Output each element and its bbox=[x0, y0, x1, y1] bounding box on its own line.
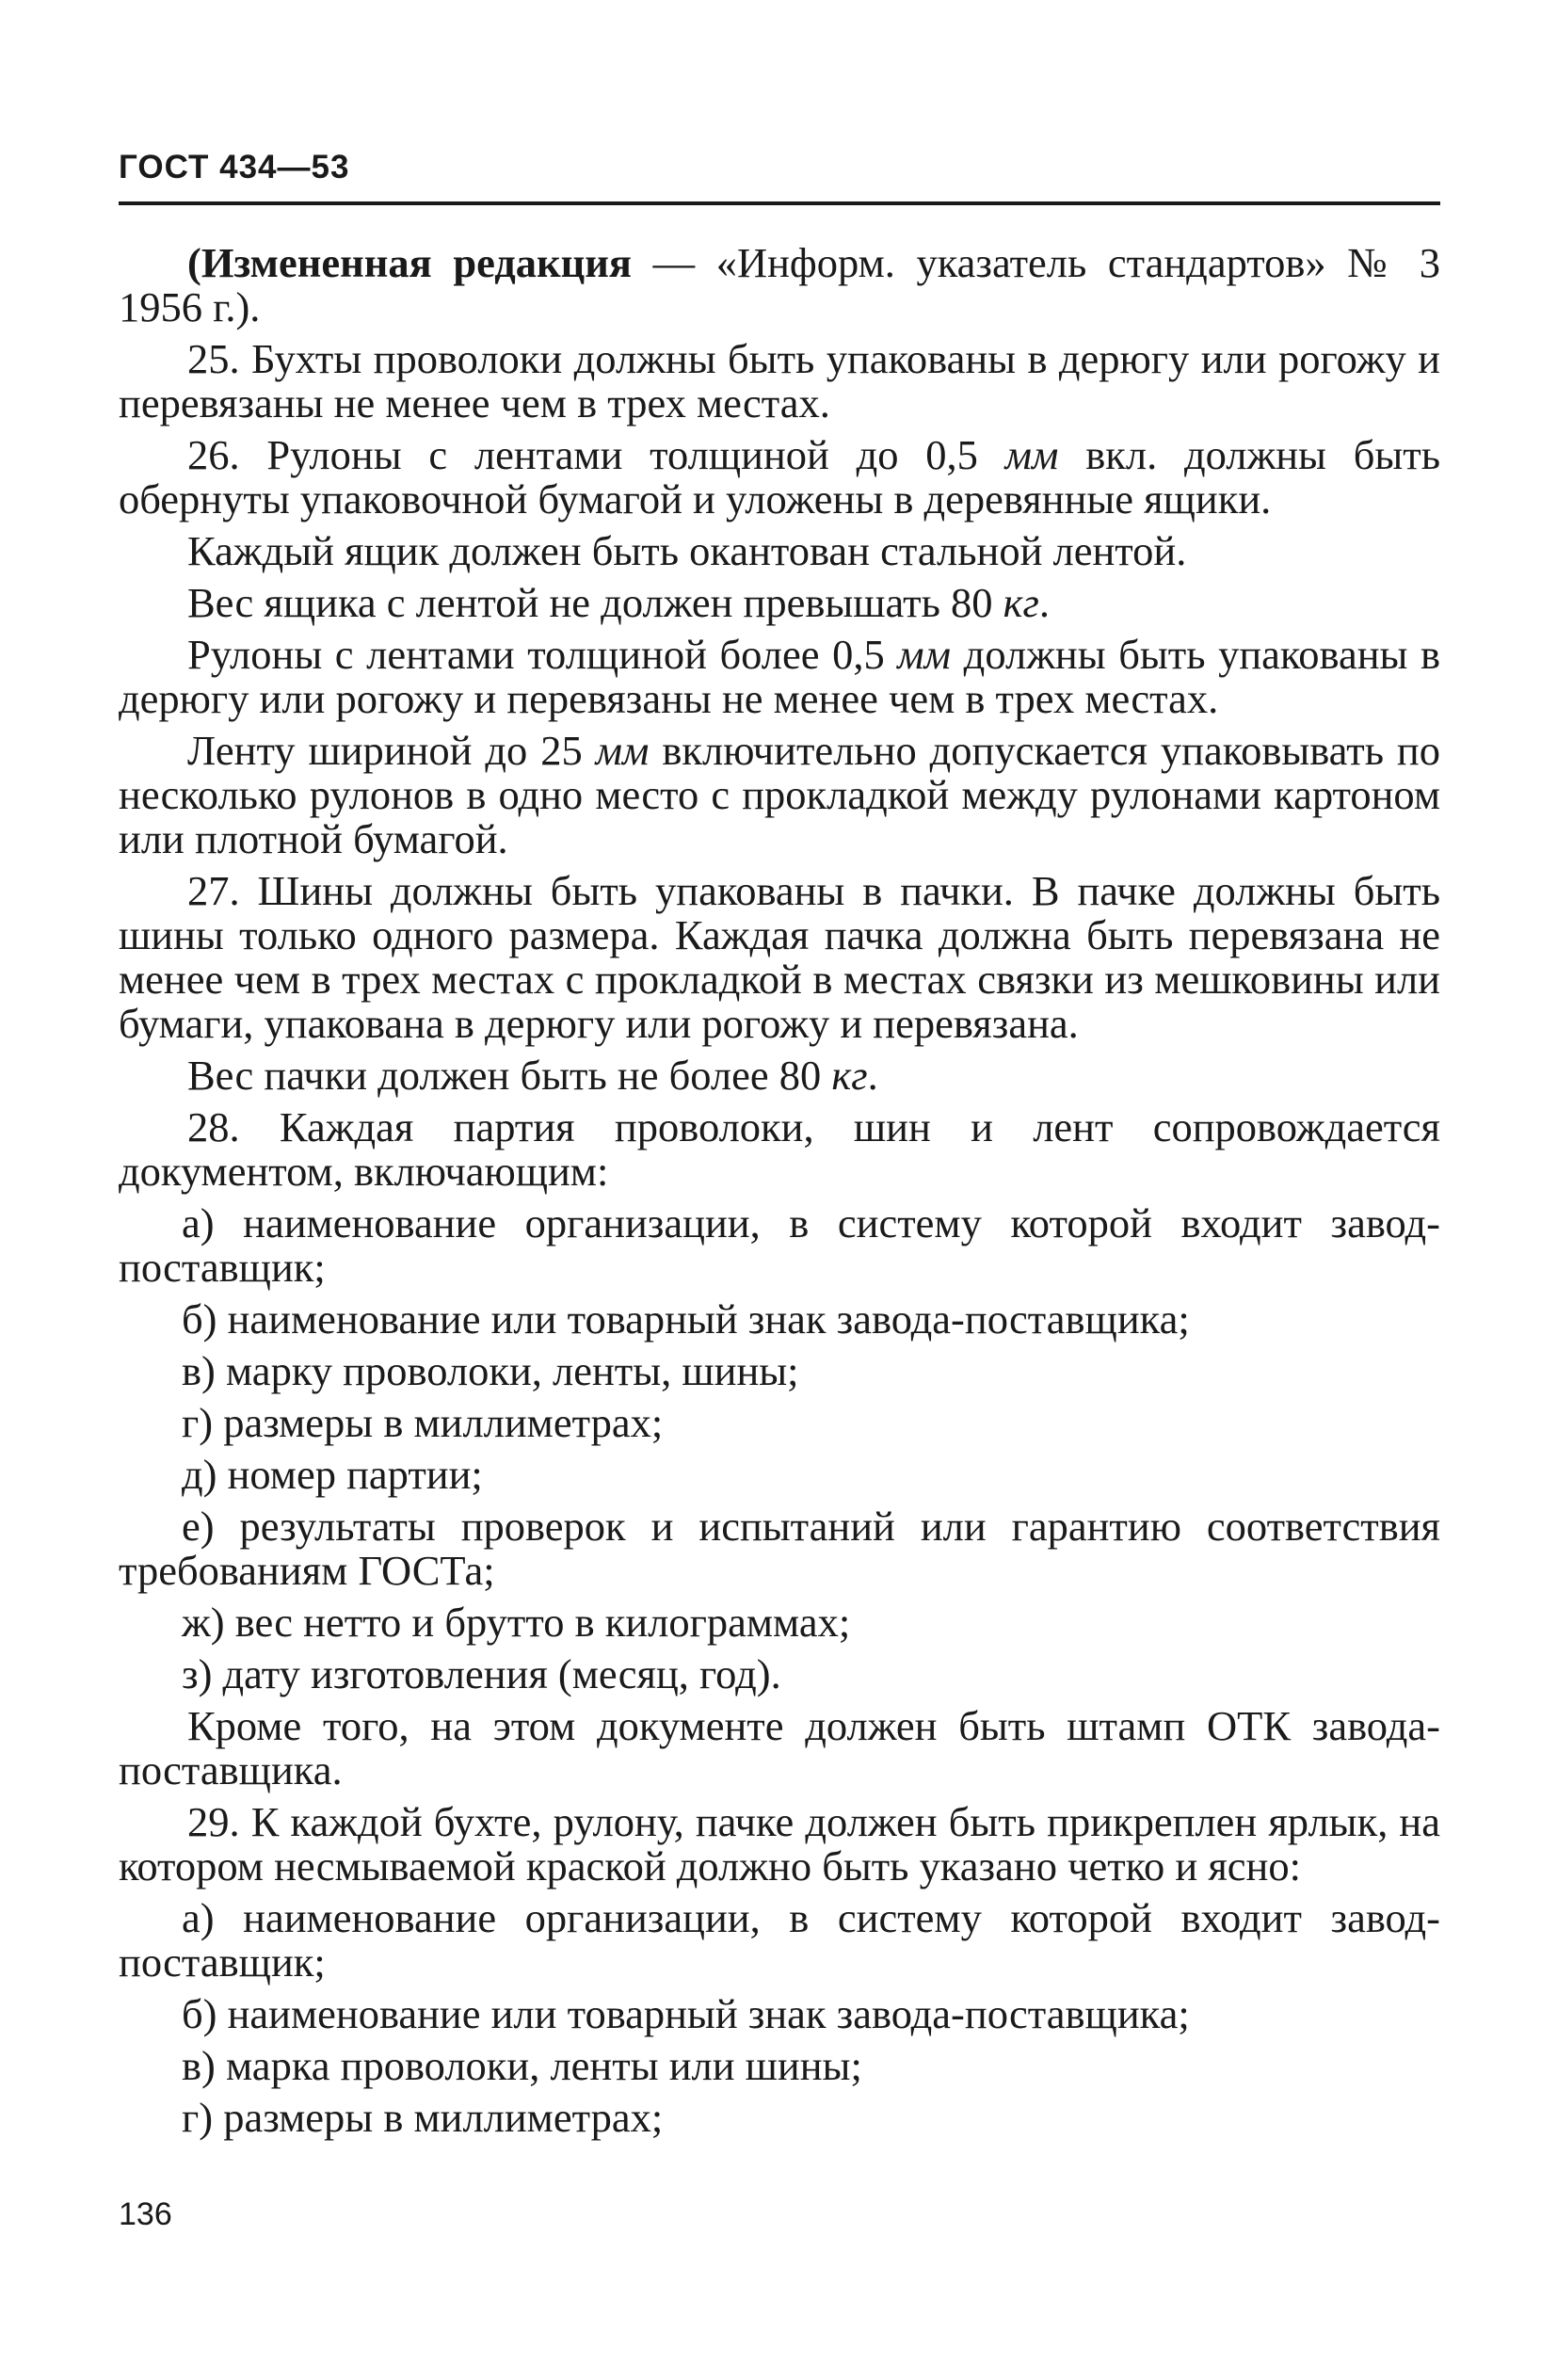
paragraph bbox=[119, 1704, 1440, 1793]
unit-text: мм bbox=[595, 727, 650, 774]
paragraph bbox=[119, 1105, 1440, 1194]
text-run: з) дату изготовления (месяц, год). bbox=[182, 1650, 781, 1697]
list-item bbox=[119, 1401, 1440, 1445]
unit-text: мм bbox=[1004, 431, 1059, 478]
text-run: 28. Каждая партия проволоки, шин и лент сопровождается документом, включающим: bbox=[119, 1103, 1440, 1195]
text-run: е) результаты проверок и испытаний или гарантию соответствия требованиям ГОСТа; bbox=[119, 1503, 1440, 1594]
list-item bbox=[119, 1600, 1440, 1645]
text-run: 27. Шины должны быть упакованы в пачки. В пачке должны быть шины только одного размера. Каждая пачка должна быть перевязана не менее чем в трех местах с прокладкой в местах связки из мешковины или бумаги, упакована в дерюгу или рогожу и перевязана. bbox=[119, 867, 1440, 1047]
unit-text: кг bbox=[831, 1052, 868, 1099]
list-item bbox=[119, 1504, 1440, 1593]
paragraph bbox=[119, 729, 1440, 861]
paragraph bbox=[119, 433, 1440, 522]
text-run: г) размеры в миллиметрах; bbox=[182, 1399, 664, 1446]
paragraph bbox=[119, 869, 1440, 1046]
paragraph bbox=[119, 1053, 1440, 1098]
text-run: Кроме того, на этом документе должен быть штамп ОТК завода-поставщика. bbox=[119, 1702, 1440, 1793]
text-run: вкл. должны быть обернуты упаковочной бумагой и уложены в деревянные ящики. bbox=[119, 431, 1440, 523]
list-item bbox=[119, 1297, 1440, 1342]
text-run: в) марку проволоки, ленты, шины; bbox=[182, 1347, 799, 1394]
header-rule bbox=[119, 201, 1440, 205]
list-item bbox=[119, 1652, 1440, 1697]
text-run: . bbox=[1038, 579, 1050, 626]
text-run: 29. К каждой бухте, рулону, пачке должен быть прикреплен ярлык, на котором несмываемой краской должно быть указано четко и ясно: bbox=[119, 1798, 1440, 1890]
text-run: ж) вес нетто и брутто в килограммах; bbox=[182, 1599, 851, 1646]
paragraph bbox=[119, 1800, 1440, 1889]
unit-text: мм bbox=[897, 631, 952, 678]
paragraph bbox=[119, 241, 1440, 330]
unit-text: кг bbox=[1003, 579, 1039, 626]
text-run: Ленту шириной до 25 bbox=[187, 727, 596, 774]
list-item bbox=[119, 1992, 1440, 2036]
text-run: должны быть упакованы в дерюгу или рогожу и перевязаны не менее чем в трех местах. bbox=[119, 631, 1441, 722]
paragraph bbox=[119, 529, 1440, 573]
list-item bbox=[119, 1201, 1440, 1290]
page-number: 136 bbox=[119, 2196, 172, 2232]
text-run: Вес ящика с лентой не должен превышать 80 bbox=[187, 579, 1003, 626]
bold-text: (Измененная редакция bbox=[187, 239, 633, 286]
text-run: а) наименование организации, в систему которой входит завод-поставщик; bbox=[119, 1894, 1440, 1986]
text-run: б) наименование или товарный знак завода-поставщика; bbox=[182, 1990, 1190, 2037]
text-run: в) марка проволоки, ленты или шины; bbox=[182, 2042, 862, 2089]
text-run: Вес пачки должен быть не более 80 bbox=[187, 1052, 832, 1099]
standard-header: ГОСТ 434—53 bbox=[119, 149, 350, 185]
text-run: — «Информ. указатель стандартов» № 3 1956 г.). bbox=[119, 239, 1440, 330]
list-item bbox=[119, 2096, 1440, 2140]
text-run: 25. Бухты проволоки должны быть упакованы в дерюгу или рогожу и перевязаны не менее чем в трех местах. bbox=[119, 335, 1440, 426]
list-item bbox=[119, 2044, 1440, 2088]
text-run: д) номер партии; bbox=[182, 1451, 483, 1498]
list-item bbox=[119, 1349, 1440, 1393]
paragraph bbox=[119, 337, 1440, 426]
text-run: . bbox=[867, 1052, 878, 1099]
text-run: а) наименование организации, в систему которой входит завод-поставщик; bbox=[119, 1199, 1440, 1291]
paragraph bbox=[119, 581, 1440, 625]
text-run: Каждый ящик должен быть окантован стальной лентой. bbox=[187, 527, 1187, 574]
text-run: Рулоны с лентами толщиной более 0,5 bbox=[187, 631, 898, 678]
list-item bbox=[119, 1896, 1440, 1985]
text-run: г) размеры в миллиметрах; bbox=[182, 2094, 664, 2141]
text-run: б) наименование или товарный знак завода-поставщика; bbox=[182, 1295, 1190, 1343]
paragraph bbox=[119, 633, 1440, 721]
list-item bbox=[119, 1453, 1440, 1497]
text-run: 26. Рулоны с лентами толщиной до 0,5 bbox=[187, 431, 1005, 478]
text-run: включительно допускается упаковывать по несколько рулонов в одно место с прокладкой между рулонами картоном или плотной бумагой. bbox=[119, 727, 1440, 862]
document-body bbox=[119, 241, 1440, 2147]
